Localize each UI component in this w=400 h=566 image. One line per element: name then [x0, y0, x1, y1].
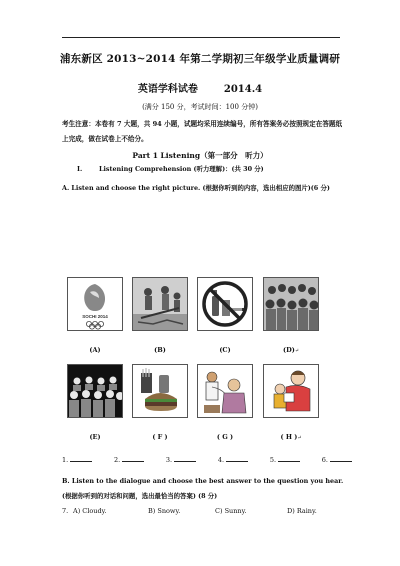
- section-number: I.: [77, 165, 83, 173]
- people-working-icon: [133, 278, 187, 330]
- exam-title: 浦东新区 2013~2014 年第二学期初三年级学业质量调研: [59, 53, 341, 65]
- picture-label: (E): [89, 433, 101, 441]
- section-a-instructions: A. Listen and choose the right picture. (根据你听到的内容，选出相应的图片)(6 分): [62, 184, 330, 192]
- score-line: (满分 150 分，考试时间：100 分钟): [142, 103, 258, 111]
- picture-label-text: ( H ): [280, 433, 298, 441]
- picture-h: [263, 364, 319, 418]
- mother-child-icon: [264, 365, 318, 417]
- picture-label-text: (D): [283, 346, 295, 354]
- picture-g: [197, 364, 253, 418]
- section-heading: [77, 164, 264, 173]
- picture-a: [67, 277, 123, 331]
- return-mark: ↵: [294, 348, 299, 354]
- picture-label: ( F ): [152, 433, 168, 441]
- picture-label: (A): [89, 346, 101, 354]
- picture-e: [67, 364, 123, 418]
- picture-label: [263, 346, 319, 354]
- section-title: Listening Comprehension (听力理解)：(共 30 分): [99, 165, 264, 173]
- audience-icon: [68, 365, 122, 417]
- answer-blanks: [62, 455, 352, 464]
- subject-name: 英语学科试卷: [137, 84, 198, 95]
- sochi-2014-logo-icon: [68, 278, 122, 330]
- option-c[interactable]: C) Sunny.: [215, 507, 247, 515]
- answer-blank-5[interactable]: 5.: [270, 455, 300, 464]
- option-d[interactable]: D) Rainy.: [287, 507, 317, 515]
- return-mark: ↵: [297, 435, 302, 441]
- part-heading: Part 1 Listening（第一部分 听力）: [132, 151, 268, 160]
- crowd-photo-icon: [264, 278, 318, 330]
- fast-food-icon: [133, 365, 187, 417]
- answer-blank-6[interactable]: 6.: [322, 455, 352, 464]
- no-smoking-drinking-icon: [198, 278, 252, 330]
- exam-notice: 考生注意：本卷有 7 大题，共 94 小题，试题均采用连续编号，所有答案务必按照规定在答题纸上完成，做在试卷上不给分。: [62, 120, 343, 143]
- doctor-patient-icon: [198, 365, 252, 417]
- section-b-instructions: B. Listen to the dialogue and choose the best answer to the question you hear. (根据你听到的对话和问题，选出最恰当的答案) (8 分): [62, 477, 344, 500]
- picture-f: [132, 364, 188, 418]
- logo-caption: SOCHI 2014: [82, 314, 108, 319]
- picture-label: (C): [219, 346, 231, 354]
- picture-label: ( G ): [216, 433, 234, 441]
- exam-date: 2014.4: [223, 84, 263, 95]
- option-a[interactable]: A) Cloudy.: [73, 507, 107, 515]
- top-rule: [62, 37, 340, 38]
- exam-subtitle: [0, 80, 400, 95]
- answer-blank-1[interactable]: 1.: [62, 455, 92, 464]
- question-number: 7.: [62, 507, 69, 515]
- answer-blank-2[interactable]: 2.: [114, 455, 144, 464]
- picture-d: [263, 277, 319, 331]
- picture-label: (B): [154, 346, 166, 354]
- picture-b: [132, 277, 188, 331]
- answer-blank-4[interactable]: 4.: [218, 455, 248, 464]
- picture-c: [197, 277, 253, 331]
- picture-label: [263, 433, 319, 441]
- option-b[interactable]: B) Snowy.: [148, 507, 181, 515]
- answer-blank-3[interactable]: 3.: [166, 455, 196, 464]
